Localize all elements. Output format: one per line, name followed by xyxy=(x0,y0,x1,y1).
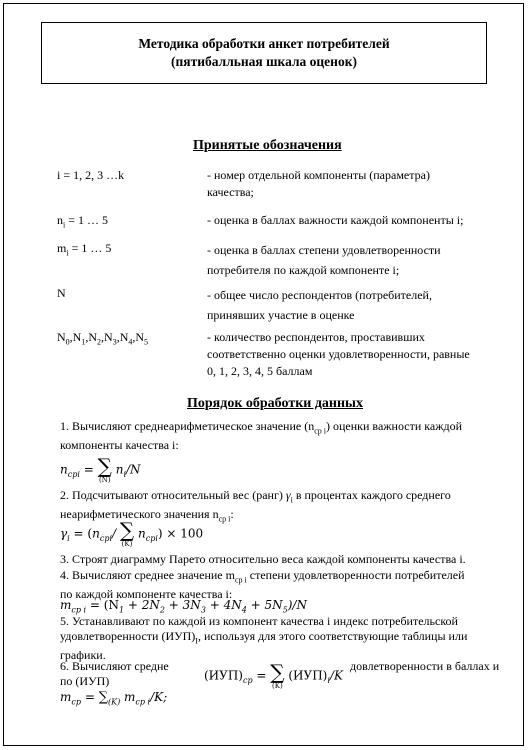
step-6-text-right: довлетворенности в баллах и xyxy=(350,659,500,673)
notation-symbol-N: N xyxy=(57,286,66,300)
notation-symbol-n: $n_i = 1$ … 5 xyxy=(57,213,109,230)
step-6-text-line2: по (ИУП) xyxy=(60,674,110,688)
step-5-text: 5. Устанавливают по каждой из компонент качества i индекс потребительской удовлетворенности $(ИУП)_I$, используя для этого соответствующие таблицы или графики. xyxy=(60,614,468,663)
step-1-text: 1. Вычисляют среднеарифметическое значение $(n_{cp i})$ оценки важности каждой компоненты качества i: xyxy=(60,419,463,453)
notation-desc-i: - номер отдельной компоненты (параметра) качества; xyxy=(207,168,430,199)
notation-symbol-N0-N5: $N_0,N_1,N_2,N_3,N_4,N_5$ xyxy=(57,330,149,347)
notation-heading: Принятые обозначения xyxy=(193,138,342,153)
notation-symbol-i: i = 1, 2, 3 …k xyxy=(57,168,125,182)
step-4-text: 4. Вычисляют среднее значение $m_{cp i}$ степени удовлетворенности потребителей по каждой компоненте качества i: xyxy=(60,568,465,602)
formula-2: $\gamma_i = (n_{cpi}/$ ∑ (K) $n_{cpi}) \times 100$ xyxy=(60,518,204,548)
formula-6: $m_{cp} = \sum_{(K)}$ $m_{cp i}/K$; xyxy=(60,690,168,707)
notation-desc-N: - общее число респондентов (потребителей, принявших участие в оценке xyxy=(207,288,432,322)
formula-6b: $(ИУП)_{ср}$ = ∑ (K) $(ИУП)_i/K$ xyxy=(204,660,343,690)
title-box xyxy=(41,22,487,84)
formula-1: $n_{cpi}$ = ∑ (N) $n_i/N$ xyxy=(60,454,141,484)
procedure-heading: Порядок обработки данных xyxy=(187,396,363,411)
step-2-text: 2. Подсчитывают относительный вес (ранг) $\gamma_i$ в процентах каждого среднего неарифметического значения $n_{cp i}$: xyxy=(60,488,451,524)
title-line-1: Методика обработки анкет потребителей xyxy=(138,36,390,51)
notation-desc-m: - оценка в баллах степени удовлетворенности потребителя по каждой компоненте i; xyxy=(207,243,441,277)
title-line-2: (пятибалльная шкала оценок) xyxy=(171,54,357,69)
notation-symbol-m: $m_i = 1$ … 5 xyxy=(57,241,112,258)
formula-4: $m_{cp i} = (N_1 + 2N_2 + 3N_3 + 4N_4 + 5N_5)/N$ xyxy=(60,598,307,615)
step-3-text: 3. Строят диаграмму Парето относительно веса каждой компоненты качества i. xyxy=(60,552,466,566)
step-6-text-left: 6. Вычисляют средне xyxy=(60,659,169,673)
notation-desc-n: - оценка в баллах важности каждой компоненты i; xyxy=(207,213,464,227)
notation-desc-N0-N5: - количество респондентов, проставивших соответственно оценки удовлетворенности, равные 0, 1, 2, 3, 4, 5 баллам xyxy=(207,330,470,378)
